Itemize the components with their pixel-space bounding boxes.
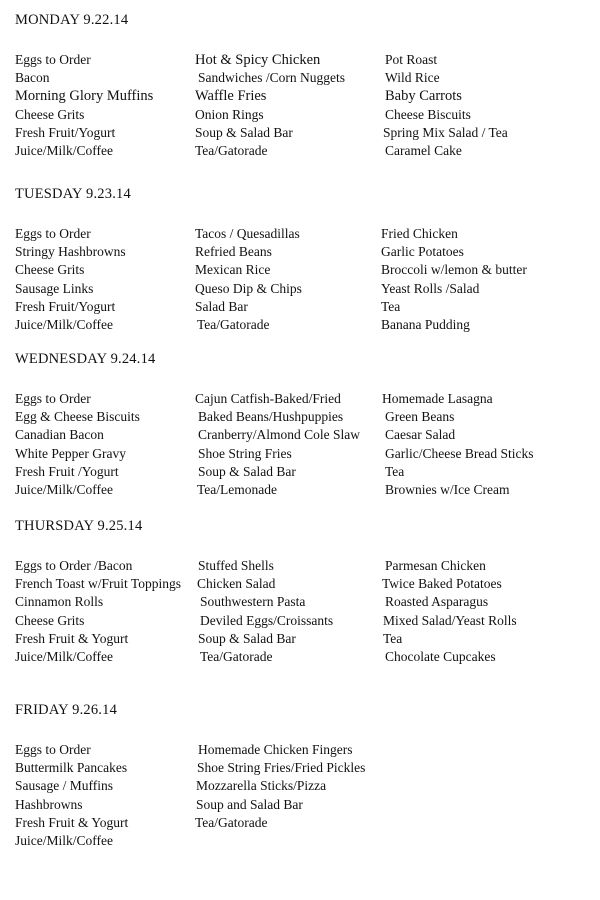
dinner-item: Roasted Asparagus [385, 594, 489, 610]
lunch-item: Cranberry/Almond Cole Slaw [198, 427, 360, 443]
lunch-item: Shoe String Fries [198, 445, 292, 461]
breakfast-item: Fresh Fruit & Yogurt [15, 814, 129, 830]
breakfast-item: Buttermilk Pancakes [15, 760, 128, 776]
menu-rows [15, 51, 595, 160]
day-section [15, 11, 595, 158]
dinner-item: Tea [383, 630, 403, 646]
day-section [15, 350, 595, 497]
dinner-item: Cheese Biscuits [385, 106, 471, 122]
menu-row [15, 225, 595, 243]
breakfast-item: Egg & Cheese Biscuits [15, 409, 140, 425]
day-section [15, 185, 595, 332]
dinner-item: Spring Mix Salad / Tea [383, 124, 508, 140]
lunch-item: Sandwiches /Corn Nuggets [198, 70, 345, 86]
lunch-item: Baked Beans/Hushpuppies [198, 409, 344, 425]
breakfast-item: Cinnamon Rolls [15, 594, 104, 610]
dinner-item: Baby Carrots [385, 88, 462, 105]
menu-row [15, 648, 595, 666]
breakfast-item: Fresh Fruit/Yogurt [15, 124, 116, 140]
breakfast-item: Juice/Milk/Coffee [15, 142, 113, 158]
menu-row [15, 463, 595, 481]
lunch-item: Stuffed Shells [198, 558, 274, 573]
breakfast-item: Sausage Links [15, 280, 94, 296]
breakfast-item: Eggs to Order [15, 742, 91, 757]
lunch-item: Tacos / Quesadillas [195, 226, 300, 241]
lunch-item: Refried Beans [195, 244, 272, 260]
dinner-item: Brownies w/Ice Cream [385, 481, 510, 497]
breakfast-item: Eggs to Order [15, 52, 91, 67]
dinner-item: Tea [385, 463, 405, 479]
dinner-item: Chocolate Cupcakes [385, 648, 496, 664]
day-section [15, 701, 595, 848]
breakfast-item: Canadian Bacon [15, 427, 104, 443]
menu-rows [15, 557, 595, 666]
dinner-item: Yeast Rolls /Salad [381, 280, 480, 296]
menu-row [15, 51, 595, 69]
menu-row [15, 445, 595, 463]
menu-row [15, 280, 595, 298]
lunch-item: Tea/Gatorade [197, 316, 270, 332]
lunch-item: Hot & Spicy Chicken [195, 52, 321, 68]
day-heading: FRIDAY 9.26.14 [15, 702, 118, 718]
dinner-item: Garlic Potatoes [381, 244, 464, 260]
lunch-item: Cajun Catfish-Baked/Fried [195, 391, 341, 406]
menu-row [15, 243, 595, 261]
lunch-item: Homemade Chicken Fingers [198, 742, 353, 757]
dinner-item: Pot Roast [385, 52, 438, 67]
dinner-item: Broccoli w/lemon & butter [381, 262, 527, 278]
menu-row [15, 832, 595, 850]
breakfast-item: Juice/Milk/Coffee [15, 316, 113, 332]
lunch-item: Tea/Lemonade [197, 481, 278, 497]
menu-row [15, 390, 595, 408]
lunch-item: Soup & Salad Bar [195, 124, 293, 140]
dinner-item: Parmesan Chicken [385, 558, 486, 573]
breakfast-item: Eggs to Order /Bacon [15, 558, 133, 573]
dinner-item: Homemade Lasagna [382, 391, 493, 406]
breakfast-item: Fresh Fruit/Yogurt [15, 298, 116, 314]
lunch-item: Queso Dip & Chips [195, 280, 302, 296]
dinner-item: Garlic/Cheese Bread Sticks [385, 445, 534, 461]
day-heading: MONDAY 9.22.14 [15, 12, 129, 28]
menu-row [15, 814, 595, 832]
breakfast-item: Eggs to Order [15, 226, 91, 241]
breakfast-item: White Pepper Gravy [15, 445, 126, 461]
menu-row [15, 777, 595, 795]
breakfast-item: Cheese Grits [15, 106, 85, 122]
lunch-item: Soup & Salad Bar [198, 630, 296, 646]
breakfast-item: Cheese Grits [15, 612, 85, 628]
menu-row [15, 142, 595, 160]
menu-row [15, 261, 595, 279]
breakfast-item: Fresh Fruit /Yogurt [15, 463, 119, 479]
breakfast-item: Stringy Hashbrowns [15, 244, 126, 260]
lunch-item: Tea/Gatorade [200, 648, 273, 664]
breakfast-item: Eggs to Order [15, 391, 91, 406]
menu-row [15, 298, 595, 316]
menu-row [15, 796, 595, 814]
lunch-item: Soup and Salad Bar [196, 796, 303, 812]
menu-row [15, 593, 595, 611]
breakfast-item: Bacon [15, 70, 50, 86]
lunch-item: Onion Rings [195, 106, 264, 122]
breakfast-item: Juice/Milk/Coffee [15, 832, 113, 848]
breakfast-item: Juice/Milk/Coffee [15, 648, 113, 664]
dinner-item: Twice Baked Potatoes [382, 576, 502, 592]
dinner-item: Caesar Salad [385, 427, 456, 443]
menu-row [15, 630, 595, 648]
menu-row [15, 557, 595, 575]
lunch-item: Chicken Salad [197, 576, 276, 592]
breakfast-item: Cheese Grits [15, 262, 85, 278]
lunch-item: Waffle Fries [195, 88, 267, 105]
lunch-item: Tea/Gatorade [195, 142, 268, 158]
breakfast-item: Hashbrowns [15, 796, 83, 812]
menu-rows [15, 741, 595, 850]
menu-row [15, 408, 595, 426]
dinner-item: Mixed Salad/Yeast Rolls [383, 612, 517, 628]
breakfast-item: French Toast w/Fruit Toppings [15, 576, 181, 592]
dinner-item: Green Beans [385, 409, 455, 425]
menu-row [15, 481, 595, 499]
lunch-item: Deviled Eggs/Croissants [200, 612, 334, 628]
dinner-item: Fried Chicken [381, 226, 458, 241]
breakfast-item: Juice/Milk/Coffee [15, 481, 113, 497]
day-section [15, 517, 595, 664]
menu-row [15, 124, 595, 142]
breakfast-item: Sausage / Muffins [15, 778, 113, 794]
dinner-item: Wild Rice [385, 70, 440, 86]
menu-row [15, 69, 595, 87]
menu-row [15, 612, 595, 630]
menu-row [15, 87, 595, 105]
lunch-item: Southwestern Pasta [200, 594, 306, 610]
breakfast-item: Fresh Fruit & Yogurt [15, 630, 129, 646]
menu-rows [15, 225, 595, 334]
lunch-item: Shoe String Fries/Fried Pickles [197, 760, 366, 776]
lunch-item: Salad Bar [195, 298, 248, 314]
day-heading: THURSDAY 9.25.14 [15, 518, 143, 534]
dinner-item: Tea [381, 298, 401, 314]
menu-row [15, 759, 595, 777]
lunch-item: Mexican Rice [195, 262, 271, 278]
day-heading: WEDNESDAY 9.24.14 [15, 351, 156, 367]
menu-rows [15, 390, 595, 499]
menu-row [15, 575, 595, 593]
menu-row [15, 741, 595, 759]
dinner-item: Caramel Cake [385, 142, 462, 158]
dinner-item: Banana Pudding [381, 316, 470, 332]
day-heading: TUESDAY 9.23.14 [15, 186, 131, 202]
menu-row [15, 316, 595, 334]
lunch-item: Soup & Salad Bar [198, 463, 296, 479]
menu-row [15, 106, 595, 124]
breakfast-item: Morning Glory Muffins [15, 88, 154, 105]
menu-row [15, 426, 595, 444]
lunch-item: Mozzarella Sticks/Pizza [196, 778, 327, 794]
lunch-item: Tea/Gatorade [195, 814, 268, 830]
